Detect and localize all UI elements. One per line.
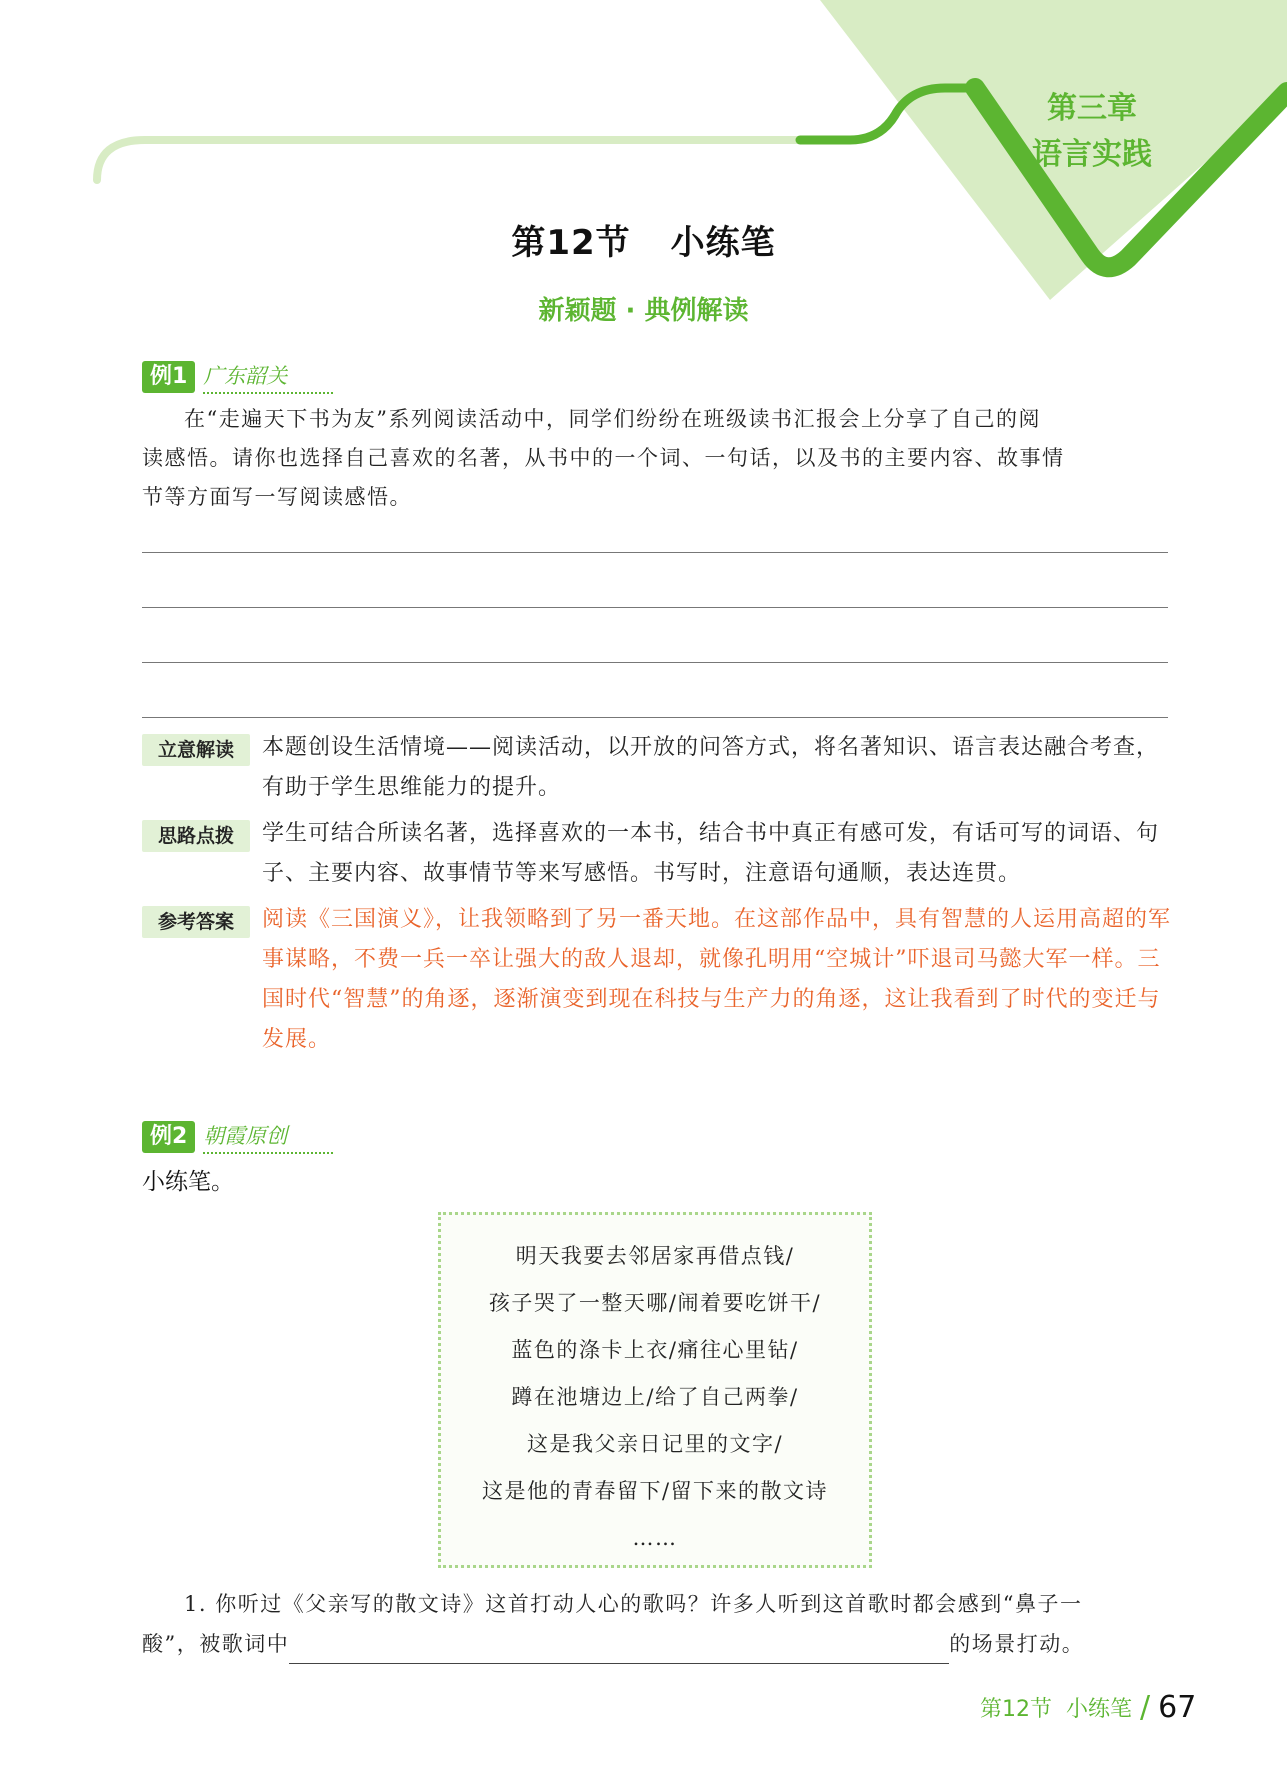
- analysis-intent: [142, 728, 1172, 808]
- answer-line-1: [142, 552, 1168, 553]
- lyric-line: 蹲在池塘边上/给了自己两拳/: [511, 1385, 799, 1409]
- section-name: 小练笔: [670, 223, 776, 263]
- example1-badge: 例1: [142, 361, 195, 393]
- header-curve-light: [97, 140, 820, 180]
- lyric-line: 这是他的青春留下/留下来的散文诗: [481, 1479, 829, 1503]
- footer-section: 第12节: [980, 1697, 1052, 1722]
- analysis-text: 本题创设生活情境——阅读活动，以开放的问答方式，将名著知识、语言表达融合考查，有助于学生思维能力的提升。: [262, 735, 1160, 800]
- answer-line-4: [142, 717, 1168, 718]
- lyric-line: 蓝色的涤卡上衣/痛往心里钻/: [511, 1338, 799, 1362]
- fill-in-blank[interactable]: [289, 1639, 949, 1664]
- page-title: [0, 215, 1287, 264]
- lyric-ellipsis: ……: [632, 1526, 678, 1550]
- analysis-text: 学生可结合所读名著，选择喜欢的一本书，结合书中真正有感可发，有话可写的词语、句子、主要内容、故事情节等来写感悟。书写时，注意语句通顺，表达连贯。: [262, 821, 1160, 886]
- chapter-label: [1012, 86, 1172, 178]
- analysis-label: 参考答案: [142, 906, 250, 938]
- question-1-prefix: 酸”，被歌词中: [142, 1632, 290, 1656]
- page-subtitle: 新颖题 · 典例解读: [538, 296, 749, 326]
- example2-badge: 例2: [142, 1121, 195, 1153]
- page-footer: [980, 1690, 1196, 1725]
- lyrics-box: [438, 1212, 872, 1568]
- example2-task: 小练笔。: [142, 1169, 234, 1195]
- analysis-approach: [142, 814, 1172, 894]
- section-number: 第12节: [511, 223, 631, 263]
- analysis-label: 思路点拨: [142, 820, 250, 852]
- example1-question: [142, 400, 1170, 517]
- analysis-label: 立意解读: [142, 734, 250, 766]
- page-number: 67: [1158, 1690, 1197, 1725]
- answer-line-3: [142, 662, 1168, 663]
- question-line: 在“走遍天下书为友”系列阅读活动中，同学们纷纷在班级读书汇报会上分享了自己的阅: [184, 407, 1041, 431]
- chapter-number: 第三章: [1047, 91, 1137, 126]
- lyric-line: 孩子哭了一整天哪/闹着要吃饼干/: [488, 1291, 822, 1315]
- chapter-name: 语言实践: [1032, 137, 1152, 172]
- question-line: 节等方面写一写阅读感悟。: [142, 485, 412, 509]
- lyric-line: 这是我父亲日记里的文字/: [526, 1432, 784, 1456]
- question-1-suffix: 的场景打动。: [949, 1632, 1085, 1656]
- reference-answer-text: 阅读《三国演义》，让我领略到了另一番天地。在这部作品中，具有智慧的人运用高超的军事谋略，不费一兵一卒让强大的敌人退却，就像孔明用“空城计”吓退司马懿大军一样。三国时代“智慧”的角逐，逐渐演变到现在科技与生产力的角逐，这让我看到了时代的变迁与发展。: [262, 907, 1172, 1052]
- answer-line-2: [142, 607, 1168, 608]
- footer-name: 小练笔: [1066, 1697, 1133, 1722]
- question-1-line-1: 1. 你听过《父亲写的散文诗》这首打动人心的歌吗？许多人听到这首歌时都会感到“鼻子一: [184, 1592, 1083, 1616]
- example1-source: 广东韶关: [203, 360, 333, 394]
- example2-source: 朝霞原创: [203, 1120, 333, 1154]
- lyric-line: 明天我要去邻居家再借点钱/: [515, 1244, 795, 1268]
- question-line: 读感悟。请你也选择自己喜欢的名著，从书中的一个词、一句话，以及书的主要内容、故事情: [142, 446, 1065, 470]
- example2-tag: [142, 1120, 333, 1154]
- example1-tag: [142, 360, 333, 394]
- question-1-line-2: [142, 1624, 1172, 1664]
- question-1: [142, 1584, 1172, 1664]
- analysis-answer: [142, 900, 1172, 1060]
- example1-analysis: [142, 728, 1172, 1066]
- footer-divider: /: [1140, 1690, 1151, 1725]
